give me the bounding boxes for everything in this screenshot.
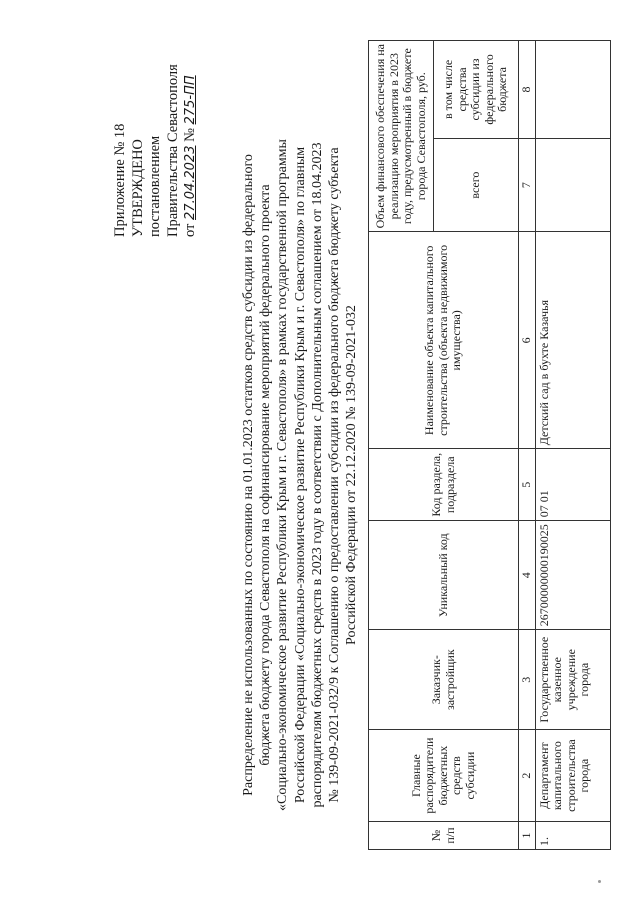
row-num: 1. [535, 822, 610, 850]
column-numbers-row: 1 2 3 4 5 6 7 8 [519, 41, 536, 850]
appendix-block [112, 17, 200, 237]
row-section: 07 01 [535, 449, 610, 521]
row-customer: Государственное казенное учреждение города [535, 630, 610, 730]
scan-speck [598, 880, 601, 883]
row-object: Детский сад в бухте Казачья [535, 232, 610, 449]
header-funding-group: Объем финансового обеспечения на реализацию мероприятия в 2023 году, предусмотренный в бюджете города Севастополя, руб. [369, 41, 434, 232]
document-title: Распределение не использованных по состоянию на 01.01.2023 остатков средств субсидии из федерального бюджета бюджету города Севастополя на софинансирование мероприятий федерального проекта «Социально-экономическое развитие Республики Крым и г. Севастополя» в рамках государственной программы Российской Федерации «Социально-экономическое развитие Республики Крым и г. Севастополя» по главным распорядителям бюджетных средств в 2023 году в соответствии с Дополнительным соглашением от 18.04.2023 № 139-09-2021-032/9 к Соглашению о предоставлении субсидии из федерального бюджета бюджету субъекта Российской Федерации от 22.12.2020 № 139-09-2021-032 [241, 139, 360, 811]
header-code: Уникальный код [369, 521, 519, 630]
appendix-number: Приложение № 18 [112, 123, 128, 237]
header-customer: Заказчик-застройщик [369, 630, 519, 730]
row-total [535, 138, 610, 232]
resolution-label: постановлением [147, 135, 163, 237]
table-row [535, 41, 610, 850]
header-total: всего [434, 138, 519, 232]
resolution-date: 27.04.2023 [183, 145, 198, 220]
distribution-table [368, 40, 611, 850]
header-section: Код раздела, подраздела [369, 449, 519, 521]
government-label: Правительства Севастополя [164, 64, 181, 237]
row-gr: Департамент капитального строительства города [535, 730, 610, 822]
row-code: 26700000000190025 [535, 521, 610, 630]
header-num: № п/п [369, 822, 519, 850]
row-federal [535, 41, 610, 139]
header-gr: Главные распорядители бюджетных средств субсидии [369, 730, 519, 822]
resolution-date-line: от 27.04.2023 № 275-ПП [182, 75, 198, 237]
resolution-number: 275-ПП [183, 75, 198, 125]
header-federal: в том числе средства субсидии из федерального бюджета [434, 41, 519, 139]
approved-label: УТВЕРЖДЕНО [129, 139, 146, 237]
header-object: Наименование объекта капитального строительства (объекта недвижимого имущества) [369, 232, 519, 449]
